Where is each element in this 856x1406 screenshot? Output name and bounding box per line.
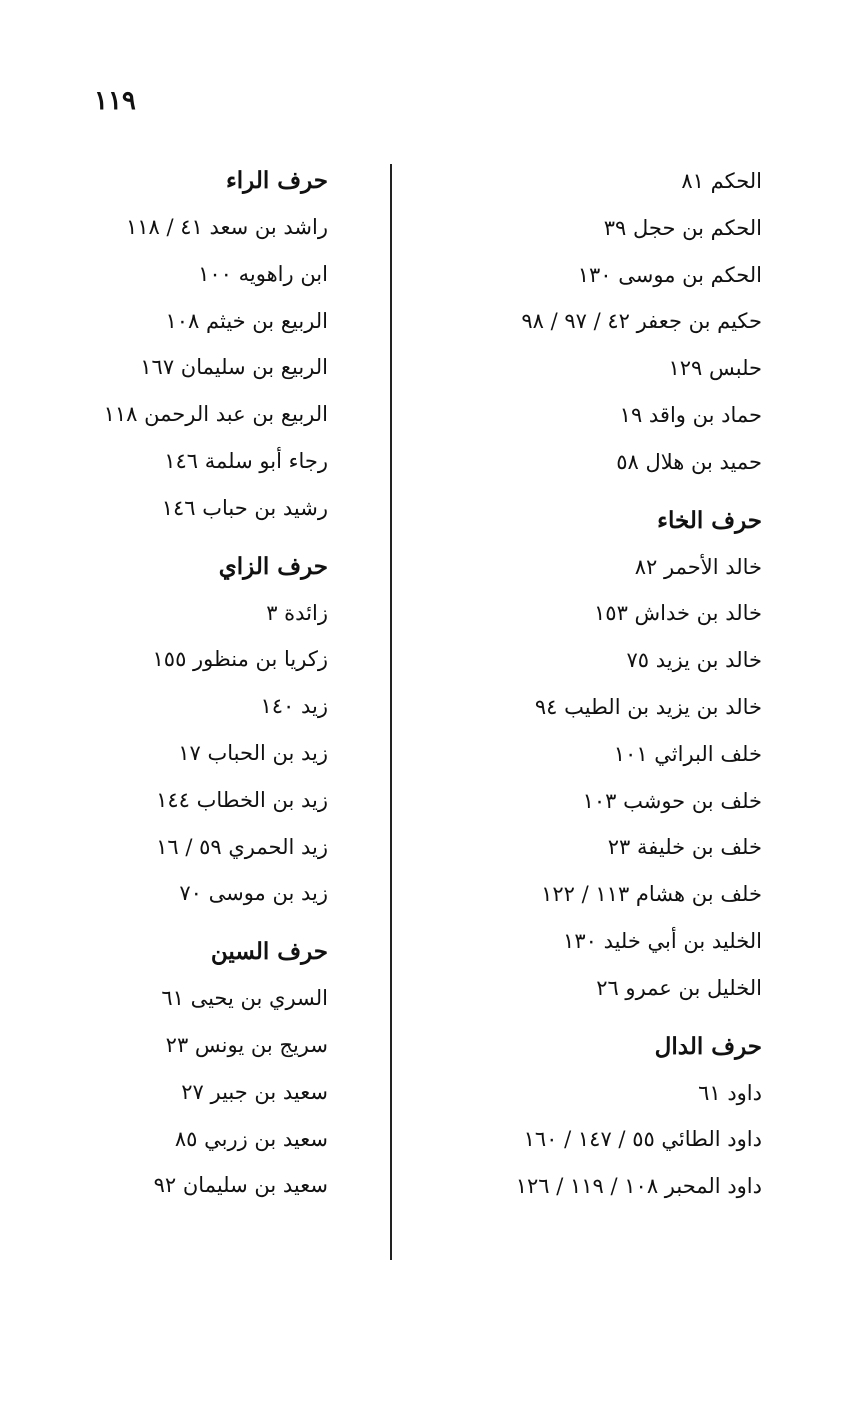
index-entry: زائدة ٣ — [266, 600, 328, 625]
index-entry: خلف البراثي ١٠١ — [613, 741, 762, 766]
index-entry: زكريا بن منظور ١٥٥ — [152, 647, 328, 672]
index-entry: الخليل بن عمرو ٢٦ — [596, 975, 762, 1000]
index-entry: خالد بن خداش ١٥٣ — [594, 601, 762, 626]
index-entry: الحكم بن موسى ١٣٠ — [577, 262, 762, 287]
section-heading: حرف الدال — [654, 1032, 762, 1060]
index-entry: داود المحبر ١٠٨ / ١١٩ / ١٢٦ — [515, 1174, 762, 1199]
index-entry: داود الطائي ٥٥ / ١٤٧ / ١٦٠ — [523, 1127, 762, 1152]
index-entry: سريج بن يونس ٢٣ — [165, 1032, 328, 1057]
index-entry: زيد بن موسى ٧٠ — [179, 881, 328, 906]
index-entry: زيد بن الحباب ١٧ — [178, 740, 328, 765]
section-heading: حرف الخاء — [657, 506, 762, 534]
index-entry: حلبس ١٢٩ — [668, 356, 762, 381]
page-number: ١١٩ — [94, 86, 136, 116]
index-entry: السري بن يحيى ٦١ — [161, 986, 328, 1011]
index-entry: خالد بن يزيد بن الطيب ٩٤ — [534, 694, 762, 719]
index-entry: زيد بن الخطاب ١٤٤ — [156, 787, 328, 812]
index-entry: رجاء أبو سلمة ١٤٦ — [164, 448, 328, 473]
index-entry: خالد الأحمر ٨٢ — [634, 554, 762, 579]
section-heading: حرف الراء — [225, 167, 328, 194]
index-entry: رشيد بن حباب ١٤٦ — [161, 495, 328, 520]
index-column-right — [432, 158, 762, 1210]
index-entry: الحكم بن حجل ٣٩ — [603, 215, 762, 240]
index-entry: الخليد بن أبي خليد ١٣٠ — [563, 928, 762, 953]
index-entry: سعيد بن جبير ٢٧ — [181, 1079, 328, 1104]
index-entry: حماد بن واقد ١٩ — [619, 402, 762, 427]
index-entry: خلف بن خليفة ٢٣ — [607, 835, 762, 860]
index-entry: الحكم ٨١ — [681, 169, 762, 193]
index-entry: الربيع بن خيثم ١٠٨ — [165, 308, 328, 333]
index-entry: حميد بن هلال ٥٨ — [616, 449, 762, 474]
index-entry: ابن راهويه ١٠٠ — [198, 261, 328, 286]
index-entry: حكيم بن جعفر ٤٢ / ٩٧ / ٩٨ — [521, 309, 762, 334]
index-entry: سعيد بن زربي ٨٥ — [174, 1126, 328, 1151]
index-entry: خلف بن هشام ١١٣ / ١٢٢ — [541, 882, 762, 907]
section-heading: حرف الزاي — [218, 552, 328, 580]
index-entry: راشد بن سعد ٤١ / ١١٨ — [125, 215, 328, 239]
index-entry: زيد الحمري ٥٩ / ١٦ — [156, 834, 328, 859]
index-entry: خلف بن حوشب ١٠٣ — [582, 788, 762, 813]
index-entry: الربيع بن سليمان ١٦٧ — [140, 355, 328, 380]
index-entry: خالد بن يزيد ٧٥ — [626, 648, 762, 673]
index-entry: داود ٦١ — [698, 1080, 762, 1105]
index-entry: الربيع بن عبد الرحمن ١١٨ — [103, 402, 328, 427]
index-entry: زيد ١٤٠ — [260, 694, 328, 719]
index-entry: سعيد بن سليمان ٩٢ — [153, 1173, 328, 1198]
section-heading: حرف السين — [210, 938, 328, 966]
column-divider — [390, 164, 392, 1260]
index-column-left — [28, 158, 328, 1209]
